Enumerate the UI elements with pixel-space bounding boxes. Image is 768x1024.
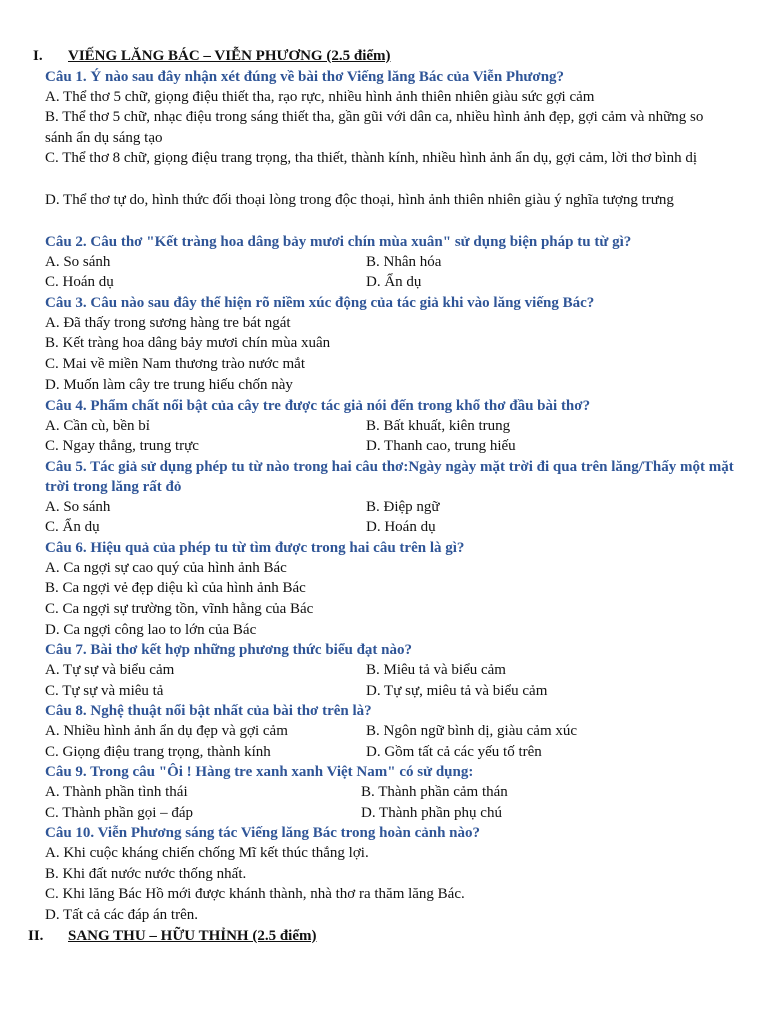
q2-option-b: B. Nhân hóa — [366, 254, 442, 270]
q8-option-a: A. Nhiều hình ảnh ẩn dụ đẹp và gợi cảm — [45, 723, 288, 739]
q10-option-b: B. Khi đất nước nước thống nhất. — [45, 866, 247, 882]
q5-option-d: D. Hoán dụ — [366, 519, 436, 535]
q1-option-b: B. Thể thơ 5 chữ, nhạc điệu trong sáng thiết tha, gần gũi với dân ca, nhiều hình ảnh đẹp, gợi cảm và những so sánh ẩn dụ sáng tạo — [45, 109, 704, 146]
q3-option-b: B. Kết tràng hoa dâng bảy mươi chín mùa xuân — [45, 335, 331, 351]
q7-option-b: B. Miêu tả và biểu cảm — [366, 662, 506, 678]
q9-option-a: A. Thành phần tình thái — [45, 784, 188, 800]
q1-option-d: D. Thể thơ tự do, hình thức đối thoại lòng trong độc thoại, hình ảnh thiên nhiên giàu ý nghĩa tượng trưng — [45, 192, 674, 208]
q2-option-a: A. So sánh — [45, 254, 111, 270]
q4-option-a: A. Cần cù, bền bỉ — [45, 418, 150, 434]
q5-option-c: C. Ẩn dụ — [45, 519, 100, 535]
q5-option-a: A. So sánh — [45, 499, 111, 515]
q1-option-c: C. Thể thơ 8 chữ, giọng điệu trang trọng, tha thiết, thành kính, nhiều hình ảnh ẩn dụ, gợi cảm, lời thơ bình dị — [45, 150, 697, 166]
q4-option-b: B. Bất khuất, kiên trung — [366, 418, 511, 434]
q7-option-c: C. Tự sự và miêu tả — [45, 683, 164, 699]
q4-option-d: D. Thanh cao, trung hiếu — [366, 438, 516, 454]
question-6: Câu 6. Hiệu quả của phép tu từ tìm được trong hai câu trên là gì? — [45, 540, 465, 556]
q8-option-b: B. Ngôn ngữ bình dị, giàu cảm xúc — [366, 723, 578, 739]
q6-option-c: C. Ca ngợi sự trường tồn, vĩnh hằng của Bác — [45, 601, 314, 617]
section-number: II. — [28, 928, 44, 944]
q6-option-d: D. Ca ngợi công lao to lớn của Bác — [45, 622, 257, 638]
q7-option-a: A. Tự sự và biểu cảm — [45, 662, 175, 678]
q8-option-c: C. Giọng điệu trang trọng, thành kính — [45, 744, 271, 760]
q2-option-d: D. Ẩn dụ — [366, 274, 422, 290]
q4-option-c: C. Ngay thẳng, trung trực — [45, 438, 199, 454]
q9-option-b: B. Thành phần cảm thán — [361, 784, 508, 800]
q9-option-d: D. Thành phần phụ chú — [361, 805, 502, 821]
q3-option-d: D. Muốn làm cây tre trung hiếu chốn này — [45, 377, 293, 393]
question-2: Câu 2. Câu thơ "Kết tràng hoa dâng bảy mươi chín mùa xuân" sử dụng biện pháp tu từ gì? — [45, 234, 632, 250]
question-4: Câu 4. Phẩm chất nổi bật của cây tre được tác giả nói đến trong khổ thơ đầu bài thơ? — [45, 398, 591, 414]
q9-option-c: C. Thành phần gọi – đáp — [45, 805, 194, 821]
section-heading-2 — [28, 926, 317, 946]
q2-option-c: C. Hoán dụ — [45, 274, 114, 290]
q5-option-b: B. Điệp ngữ — [366, 499, 440, 515]
question-1: Câu 1. Ý nào sau đây nhận xét đúng về bài thơ Viếng lăng Bác của Viễn Phương? — [45, 69, 565, 85]
q3-option-c: C. Mai về miền Nam thương trào nước mắt — [45, 356, 305, 372]
q10-option-d: D. Tất cả các đáp án trên. — [45, 907, 198, 923]
question-10: Câu 10. Viễn Phương sáng tác Viếng lăng Bác trong hoàn cảnh nào? — [45, 825, 481, 841]
question-5: Câu 5. Tác giả sử dụng phép tu từ nào trong hai câu thơ:Ngày ngày mặt trời đi qua trên lăng/Thấy một mặt trời trong lăng rất đỏ — [45, 459, 734, 495]
q3-option-a: A. Đã thấy trong sương hàng tre bát ngát — [45, 315, 291, 331]
question-7: Câu 7. Bài thơ kết hợp những phương thức biểu đạt nào? — [45, 642, 413, 658]
q10-option-c: C. Khi lăng Bác Hồ mới được khánh thành, nhà thơ ra thăm lăng Bác. — [45, 886, 465, 902]
question-3: Câu 3. Câu nào sau đây thể hiện rõ niềm xúc động của tác giả khi vào lăng viếng Bác? — [45, 295, 595, 311]
q10-option-a: A. Khi cuộc kháng chiến chống Mĩ kết thúc thắng lợi. — [45, 845, 369, 861]
section-title: VIẾNG LĂNG BÁC – VIỄN PHƯƠNG (2.5 điểm) — [68, 48, 391, 64]
q6-option-b: B. Ca ngợi vẻ đẹp diệu kì của hình ảnh Bác — [45, 580, 306, 596]
q8-option-d: D. Gồm tất cả các yếu tố trên — [366, 744, 542, 760]
q6-option-a: A. Ca ngợi sự cao quý của hình ảnh Bác — [45, 560, 287, 576]
q1-option-a: A. Thể thơ 5 chữ, giọng điệu thiết tha, rạo rực, nhiều hình ảnh thiên nhiên giàu sức gợi cảm — [45, 89, 595, 105]
question-9: Câu 9. Trong câu "Ôi ! Hàng tre xanh xanh Việt Nam" có sử dụng: — [45, 764, 474, 780]
question-8: Câu 8. Nghệ thuật nổi bật nhất của bài thơ trên là? — [45, 703, 372, 719]
q7-option-d: D. Tự sự, miêu tả và biểu cảm — [366, 683, 548, 699]
section-number: I. — [33, 48, 43, 64]
section-heading-1 — [33, 46, 391, 66]
section-title: SANG THU – HỮU THỈNH (2.5 điểm) — [68, 928, 317, 944]
